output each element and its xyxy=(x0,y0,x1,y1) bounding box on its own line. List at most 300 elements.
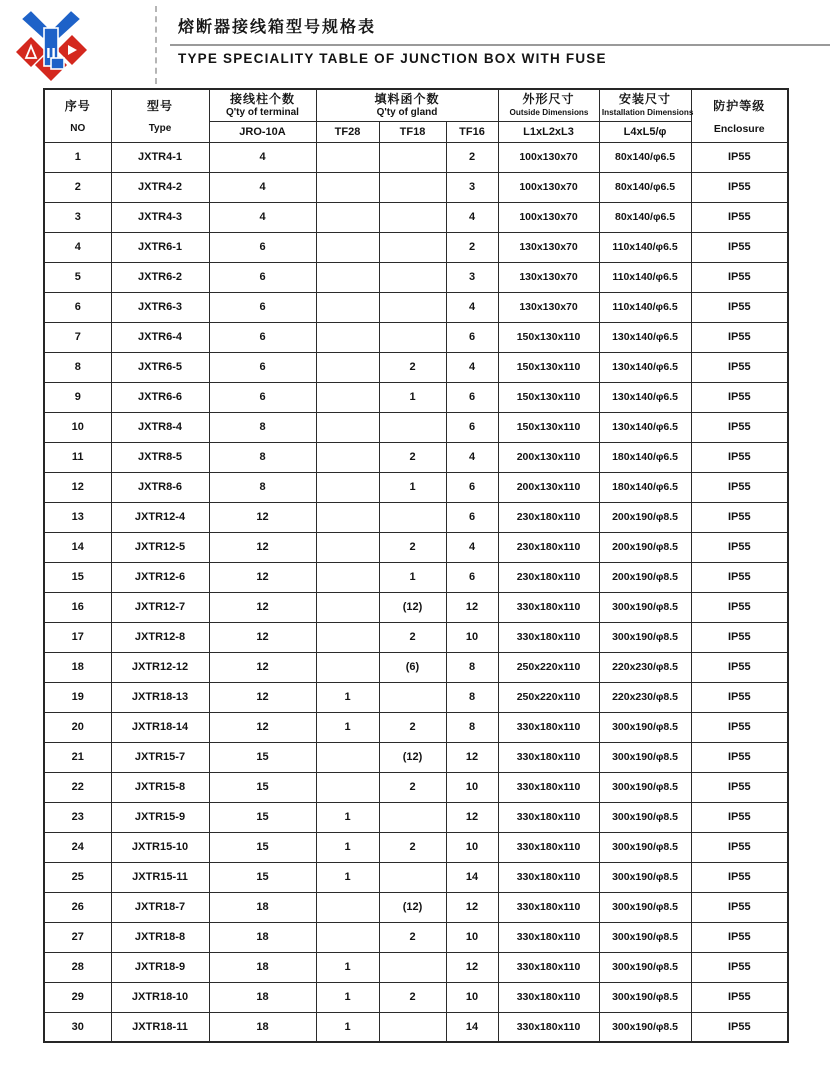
tf18-cell: 1 xyxy=(379,382,446,412)
type-cell: JXTR18-7 xyxy=(111,892,209,922)
tf28-cell: 1 xyxy=(316,682,379,712)
no-cell: 29 xyxy=(44,982,111,1012)
tf16-cell: 3 xyxy=(446,262,498,292)
tf16-cell: 10 xyxy=(446,772,498,802)
tf18-cell: (6) xyxy=(379,652,446,682)
tf28-cell xyxy=(316,532,379,562)
enclosure-cell: IP55 xyxy=(691,172,788,202)
enclosure-cell: IP55 xyxy=(691,502,788,532)
no-cell: 24 xyxy=(44,832,111,862)
table-row xyxy=(44,502,788,532)
table-row xyxy=(44,442,788,472)
type-cell: JXTR6-2 xyxy=(111,262,209,292)
table-row xyxy=(44,532,788,562)
tf16-cell: 4 xyxy=(446,442,498,472)
no-cell: 18 xyxy=(44,652,111,682)
enclosure-cell: IP55 xyxy=(691,742,788,772)
col-outside-zh: 外形尺寸 xyxy=(522,92,575,107)
terminal-qty-cell: 12 xyxy=(209,592,316,622)
table-row xyxy=(44,382,788,412)
install-dim-cell: 300x190/φ8.5 xyxy=(599,892,691,922)
col-header-no xyxy=(44,89,111,142)
col-type-zh: 型号 xyxy=(146,99,173,114)
tf16-cell: 3 xyxy=(446,172,498,202)
tf28-cell: 1 xyxy=(316,832,379,862)
enclosure-cell: IP55 xyxy=(691,592,788,622)
no-cell: 15 xyxy=(44,562,111,592)
type-cell: JXTR8-4 xyxy=(111,412,209,442)
terminal-qty-cell: 12 xyxy=(209,532,316,562)
no-cell: 30 xyxy=(44,1012,111,1042)
tf28-cell xyxy=(316,502,379,532)
table-row xyxy=(44,562,788,592)
table-row xyxy=(44,592,788,622)
tf28-cell xyxy=(316,352,379,382)
tf16-cell: 6 xyxy=(446,562,498,592)
tf18-cell: 2 xyxy=(379,622,446,652)
tf18-cell xyxy=(379,802,446,832)
tf16-cell: 14 xyxy=(446,862,498,892)
tf28-cell xyxy=(316,382,379,412)
install-dim-cell: 80x140/φ6.5 xyxy=(599,142,691,172)
tf28-cell xyxy=(316,562,379,592)
outside-dim-cell: 230x180x110 xyxy=(498,562,599,592)
enclosure-cell: IP55 xyxy=(691,922,788,952)
table-row xyxy=(44,232,788,262)
enclosure-cell: IP55 xyxy=(691,412,788,442)
terminal-qty-cell: 6 xyxy=(209,352,316,382)
install-dim-cell: 220x230/φ8.5 xyxy=(599,652,691,682)
page-header xyxy=(0,0,830,88)
table-row xyxy=(44,712,788,742)
install-dim-cell: 300x190/φ8.5 xyxy=(599,622,691,652)
no-cell: 28 xyxy=(44,952,111,982)
enclosure-cell: IP55 xyxy=(691,862,788,892)
terminal-qty-cell: 18 xyxy=(209,922,316,952)
tf18-cell xyxy=(379,142,446,172)
outside-dim-cell: 250x220x110 xyxy=(498,682,599,712)
install-dim-cell: 180x140/φ6.5 xyxy=(599,472,691,502)
tf16-cell: 10 xyxy=(446,982,498,1012)
col-gland-zh: 填料函个数 xyxy=(374,91,440,106)
tf16-cell: 6 xyxy=(446,322,498,352)
page-title-zh: 熔断器接线箱型号规格表 xyxy=(178,19,377,36)
outside-dim-cell: 330x180x110 xyxy=(498,802,599,832)
no-cell: 20 xyxy=(44,712,111,742)
install-dim-cell: 130x140/φ6.5 xyxy=(599,382,691,412)
tf18-cell xyxy=(379,262,446,292)
tf16-cell: 14 xyxy=(446,1012,498,1042)
tf16-cell: 8 xyxy=(446,652,498,682)
tf16-cell: 10 xyxy=(446,832,498,862)
table-row xyxy=(44,892,788,922)
install-dim-cell: 130x140/φ6.5 xyxy=(599,412,691,442)
terminal-qty-cell: 18 xyxy=(209,982,316,1012)
enclosure-cell: IP55 xyxy=(691,682,788,712)
col-header-enclosure xyxy=(691,89,788,142)
type-cell: JXTR15-10 xyxy=(111,832,209,862)
tf18-cell xyxy=(379,952,446,982)
tf18-cell xyxy=(379,172,446,202)
terminal-qty-cell: 8 xyxy=(209,472,316,502)
tf18-cell: 2 xyxy=(379,982,446,1012)
tf28-cell xyxy=(316,772,379,802)
table-row xyxy=(44,322,788,352)
type-cell: JXTR18-14 xyxy=(111,712,209,742)
tf16-cell: 2 xyxy=(446,142,498,172)
tf16-cell: 10 xyxy=(446,622,498,652)
enclosure-cell: IP55 xyxy=(691,322,788,352)
col-install-zh: 安装尺寸 xyxy=(619,92,672,107)
no-cell: 22 xyxy=(44,772,111,802)
no-cell: 21 xyxy=(44,742,111,772)
enclosure-cell: IP55 xyxy=(691,202,788,232)
col-no-en: NO xyxy=(70,123,86,135)
col-install-en: Installation Dimensions xyxy=(601,107,693,118)
tf16-cell: 6 xyxy=(446,502,498,532)
no-cell: 27 xyxy=(44,922,111,952)
terminal-qty-cell: 8 xyxy=(209,442,316,472)
tf28-cell xyxy=(316,922,379,952)
col-terminal-zh: 接线柱个数 xyxy=(229,91,295,106)
col-enclosure-en: Enclosure xyxy=(713,122,765,135)
outside-dim-cell: 330x180x110 xyxy=(498,982,599,1012)
tf16-cell: 4 xyxy=(446,292,498,322)
enclosure-cell: IP55 xyxy=(691,892,788,922)
type-cell: JXTR15-8 xyxy=(111,772,209,802)
tf18-cell: 2 xyxy=(379,712,446,742)
outside-dim-cell: 150x130x110 xyxy=(498,412,599,442)
tf18-cell xyxy=(379,202,446,232)
enclosure-cell: IP55 xyxy=(691,952,788,982)
outside-dim-cell: 130x130x70 xyxy=(498,232,599,262)
type-cell: JXTR6-6 xyxy=(111,382,209,412)
brand-logo-icon xyxy=(14,8,88,84)
tf18-cell: (12) xyxy=(379,742,446,772)
type-cell: JXTR18-10 xyxy=(111,982,209,1012)
tf28-cell xyxy=(316,442,379,472)
terminal-qty-cell: 18 xyxy=(209,892,316,922)
outside-dim-cell: 330x180x110 xyxy=(498,622,599,652)
outside-dim-cell: 330x180x110 xyxy=(498,712,599,742)
tf28-cell xyxy=(316,892,379,922)
install-dim-cell: 300x190/φ8.5 xyxy=(599,592,691,622)
enclosure-cell: IP55 xyxy=(691,772,788,802)
outside-dim-cell: 100x130x70 xyxy=(498,172,599,202)
install-dim-cell: 110x140/φ6.5 xyxy=(599,262,691,292)
outside-dim-cell: 150x130x110 xyxy=(498,352,599,382)
col-gland-en: Q'ty of gland xyxy=(376,106,438,118)
install-dim-cell: 300x190/φ8.5 xyxy=(599,742,691,772)
outside-dim-cell: 200x130x110 xyxy=(498,472,599,502)
tf18-cell: 1 xyxy=(379,472,446,502)
tf16-cell: 12 xyxy=(446,802,498,832)
outside-dim-cell: 150x130x110 xyxy=(498,382,599,412)
terminal-qty-cell: 15 xyxy=(209,862,316,892)
type-cell: JXTR6-3 xyxy=(111,292,209,322)
tf18-cell xyxy=(379,682,446,712)
type-cell: JXTR12-12 xyxy=(111,652,209,682)
terminal-qty-cell: 12 xyxy=(209,712,316,742)
type-cell: JXTR12-5 xyxy=(111,532,209,562)
terminal-qty-cell: 6 xyxy=(209,292,316,322)
tf28-cell xyxy=(316,172,379,202)
tf18-cell xyxy=(379,1012,446,1042)
table-row xyxy=(44,262,788,292)
tf18-cell xyxy=(379,292,446,322)
enclosure-cell: IP55 xyxy=(691,142,788,172)
type-cell: JXTR12-7 xyxy=(111,592,209,622)
terminal-qty-cell: 8 xyxy=(209,412,316,442)
tf16-cell: 6 xyxy=(446,382,498,412)
outside-dim-cell: 150x130x110 xyxy=(498,322,599,352)
table-row xyxy=(44,202,788,232)
type-cell: JXTR6-4 xyxy=(111,322,209,352)
type-cell: JXTR18-8 xyxy=(111,922,209,952)
tf16-cell: 4 xyxy=(446,202,498,232)
outside-dim-cell: 330x180x110 xyxy=(498,1012,599,1042)
install-dim-cell: 300x190/φ8.5 xyxy=(599,952,691,982)
install-dim-cell: 130x140/φ6.5 xyxy=(599,322,691,352)
terminal-qty-cell: 12 xyxy=(209,622,316,652)
type-cell: JXTR15-11 xyxy=(111,862,209,892)
terminal-qty-cell: 4 xyxy=(209,202,316,232)
col-type-en: Type xyxy=(148,123,172,135)
table-row xyxy=(44,1012,788,1042)
no-cell: 23 xyxy=(44,802,111,832)
tf16-cell: 10 xyxy=(446,922,498,952)
tf16-cell: 6 xyxy=(446,412,498,442)
outside-dim-cell: 330x180x110 xyxy=(498,742,599,772)
tf28-cell xyxy=(316,472,379,502)
tf28-cell: 1 xyxy=(316,1012,379,1042)
table-row xyxy=(44,412,788,442)
type-cell: JXTR18-11 xyxy=(111,1012,209,1042)
no-cell: 9 xyxy=(44,382,111,412)
no-cell: 6 xyxy=(44,292,111,322)
enclosure-cell: IP55 xyxy=(691,472,788,502)
install-dim-cell: 300x190/φ8.5 xyxy=(599,802,691,832)
tf28-cell xyxy=(316,622,379,652)
install-dim-cell: 220x230/φ8.5 xyxy=(599,682,691,712)
table-header xyxy=(44,89,788,142)
enclosure-cell: IP55 xyxy=(691,622,788,652)
install-dim-cell: 300x190/φ8.5 xyxy=(599,712,691,742)
tf16-cell: 2 xyxy=(446,232,498,262)
table-row xyxy=(44,142,788,172)
tf18-cell: 2 xyxy=(379,352,446,382)
tf28-cell xyxy=(316,742,379,772)
table-row xyxy=(44,772,788,802)
table-row xyxy=(44,862,788,892)
subcol-l1l2l3: L1xL2xL3 xyxy=(498,121,599,142)
install-dim-cell: 300x190/φ8.5 xyxy=(599,982,691,1012)
terminal-qty-cell: 12 xyxy=(209,502,316,532)
terminal-qty-cell: 4 xyxy=(209,142,316,172)
terminal-qty-cell: 6 xyxy=(209,382,316,412)
col-no-zh: 序号 xyxy=(64,99,91,114)
table-row xyxy=(44,802,788,832)
table-row xyxy=(44,472,788,502)
tf18-cell: 2 xyxy=(379,772,446,802)
tf28-cell xyxy=(316,652,379,682)
no-cell: 12 xyxy=(44,472,111,502)
table-row xyxy=(44,952,788,982)
install-dim-cell: 110x140/φ6.5 xyxy=(599,232,691,262)
tf28-cell xyxy=(316,142,379,172)
enclosure-cell: IP55 xyxy=(691,352,788,382)
outside-dim-cell: 130x130x70 xyxy=(498,262,599,292)
install-dim-cell: 300x190/φ8.5 xyxy=(599,862,691,892)
tf16-cell: 12 xyxy=(446,592,498,622)
install-dim-cell: 110x140/φ6.5 xyxy=(599,292,691,322)
terminal-qty-cell: 6 xyxy=(209,232,316,262)
outside-dim-cell: 250x220x110 xyxy=(498,652,599,682)
outside-dim-cell: 230x180x110 xyxy=(498,532,599,562)
enclosure-cell: IP55 xyxy=(691,982,788,1012)
tf28-cell xyxy=(316,292,379,322)
table-row xyxy=(44,292,788,322)
type-cell: JXTR18-9 xyxy=(111,952,209,982)
tf28-cell xyxy=(316,232,379,262)
terminal-qty-cell: 15 xyxy=(209,742,316,772)
install-dim-cell: 130x140/φ6.5 xyxy=(599,352,691,382)
outside-dim-cell: 330x180x110 xyxy=(498,922,599,952)
enclosure-cell: IP55 xyxy=(691,532,788,562)
type-cell: JXTR18-13 xyxy=(111,682,209,712)
no-cell: 16 xyxy=(44,592,111,622)
tf28-cell xyxy=(316,262,379,292)
tf18-cell xyxy=(379,322,446,352)
type-cell: JXTR6-1 xyxy=(111,232,209,262)
install-dim-cell: 180x140/φ6.5 xyxy=(599,442,691,472)
table-row xyxy=(44,652,788,682)
tf18-cell: 2 xyxy=(379,832,446,862)
outside-dim-cell: 330x180x110 xyxy=(498,832,599,862)
tf28-cell xyxy=(316,592,379,622)
no-cell: 17 xyxy=(44,622,111,652)
tf16-cell: 8 xyxy=(446,682,498,712)
no-cell: 3 xyxy=(44,202,111,232)
tf18-cell: 2 xyxy=(379,532,446,562)
outside-dim-cell: 200x130x110 xyxy=(498,442,599,472)
type-cell: JXTR4-1 xyxy=(111,142,209,172)
tf28-cell xyxy=(316,412,379,442)
type-cell: JXTR4-3 xyxy=(111,202,209,232)
install-dim-cell: 200x190/φ8.5 xyxy=(599,532,691,562)
table-row xyxy=(44,682,788,712)
tf18-cell: (12) xyxy=(379,592,446,622)
type-cell: JXTR4-2 xyxy=(111,172,209,202)
type-cell: JXTR15-9 xyxy=(111,802,209,832)
type-cell: JXTR12-4 xyxy=(111,502,209,532)
terminal-qty-cell: 12 xyxy=(209,652,316,682)
tf28-cell: 1 xyxy=(316,952,379,982)
table-row xyxy=(44,832,788,862)
subcol-tf16: TF16 xyxy=(446,121,498,142)
subcol-tf18: TF18 xyxy=(379,121,446,142)
tf16-cell: 4 xyxy=(446,352,498,382)
no-cell: 11 xyxy=(44,442,111,472)
terminal-qty-cell: 15 xyxy=(209,832,316,862)
no-cell: 13 xyxy=(44,502,111,532)
no-cell: 8 xyxy=(44,352,111,382)
tf18-cell xyxy=(379,412,446,442)
no-cell: 10 xyxy=(44,412,111,442)
no-cell: 2 xyxy=(44,172,111,202)
terminal-qty-cell: 6 xyxy=(209,262,316,292)
enclosure-cell: IP55 xyxy=(691,232,788,262)
type-cell: JXTR15-7 xyxy=(111,742,209,772)
page-title-en: TYPE SPECIALITY TABLE OF JUNCTION BOX WITH FUSE xyxy=(178,51,607,66)
install-dim-cell: 80x140/φ6.5 xyxy=(599,202,691,232)
subcol-tf28: TF28 xyxy=(316,121,379,142)
install-dim-cell: 300x190/φ8.5 xyxy=(599,1012,691,1042)
install-dim-cell: 300x190/φ8.5 xyxy=(599,922,691,952)
table-body xyxy=(44,142,788,1042)
tf18-cell xyxy=(379,862,446,892)
tf16-cell: 8 xyxy=(446,712,498,742)
type-cell: JXTR8-6 xyxy=(111,472,209,502)
tf16-cell: 4 xyxy=(446,532,498,562)
tf16-cell: 12 xyxy=(446,742,498,772)
col-header-terminal xyxy=(209,89,316,121)
terminal-qty-cell: 12 xyxy=(209,562,316,592)
tf16-cell: 6 xyxy=(446,472,498,502)
col-header-type xyxy=(111,89,209,142)
outside-dim-cell: 330x180x110 xyxy=(498,592,599,622)
enclosure-cell: IP55 xyxy=(691,802,788,832)
no-cell: 4 xyxy=(44,232,111,262)
tf18-cell xyxy=(379,232,446,262)
tf18-cell: 2 xyxy=(379,442,446,472)
install-dim-cell: 300x190/φ8.5 xyxy=(599,832,691,862)
outside-dim-cell: 230x180x110 xyxy=(498,502,599,532)
col-header-gland xyxy=(316,89,498,121)
tf18-cell xyxy=(379,502,446,532)
subcol-l4l5: L4xL5/φ xyxy=(599,121,691,142)
col-enclosure-zh: 防护等级 xyxy=(713,98,766,113)
type-cell: JXTR6-5 xyxy=(111,352,209,382)
header-rule xyxy=(170,44,830,46)
install-dim-cell: 80x140/φ6.5 xyxy=(599,172,691,202)
install-dim-cell: 200x190/φ8.5 xyxy=(599,502,691,532)
outside-dim-cell: 100x130x70 xyxy=(498,142,599,172)
outside-dim-cell: 330x180x110 xyxy=(498,892,599,922)
no-cell: 1 xyxy=(44,142,111,172)
enclosure-cell: IP55 xyxy=(691,262,788,292)
no-cell: 26 xyxy=(44,892,111,922)
outside-dim-cell: 330x180x110 xyxy=(498,862,599,892)
no-cell: 7 xyxy=(44,322,111,352)
table-row xyxy=(44,172,788,202)
outside-dim-cell: 330x180x110 xyxy=(498,952,599,982)
subcol-jro10a: JRO-10A xyxy=(209,121,316,142)
tf18-cell: 1 xyxy=(379,562,446,592)
enclosure-cell: IP55 xyxy=(691,1012,788,1042)
no-cell: 14 xyxy=(44,532,111,562)
tf28-cell xyxy=(316,202,379,232)
no-cell: 25 xyxy=(44,862,111,892)
tf28-cell xyxy=(316,322,379,352)
type-cell: JXTR8-5 xyxy=(111,442,209,472)
table-row xyxy=(44,982,788,1012)
tf28-cell: 1 xyxy=(316,712,379,742)
terminal-qty-cell: 15 xyxy=(209,802,316,832)
outside-dim-cell: 130x130x70 xyxy=(498,292,599,322)
tf16-cell: 12 xyxy=(446,952,498,982)
tf16-cell: 12 xyxy=(446,892,498,922)
